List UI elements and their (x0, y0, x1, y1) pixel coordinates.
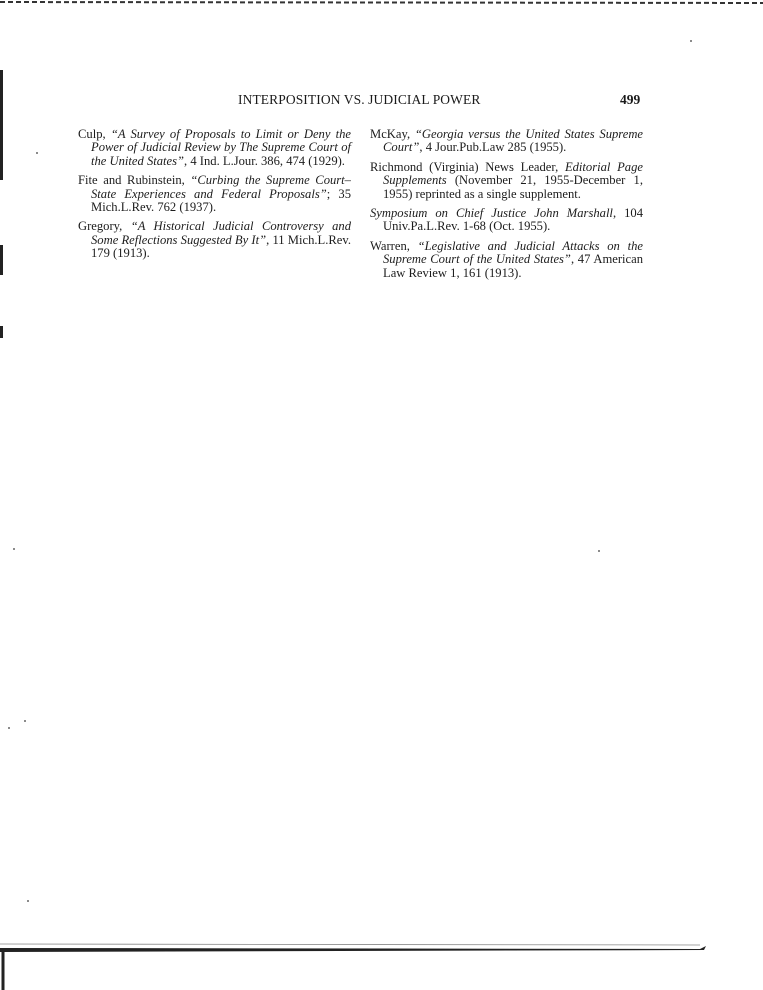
running-head: INTERPOSITION VS. JUDICIAL POWER (238, 92, 481, 107)
reference-citation: , 4 Ind. L.Jour. 386, 474 (1929). (184, 153, 345, 168)
scan-speck (27, 900, 29, 902)
scan-speck (24, 720, 26, 722)
reference-author: McKay, (370, 127, 415, 141)
reference-title: “Georgia versus the United States Supreme Court” (383, 127, 644, 155)
reference-title: Symposium on Chief Justice John Marshall (370, 206, 613, 221)
scan-bottom-edge (0, 940, 763, 990)
scan-left-bar (0, 326, 3, 338)
reference-title: “A Historical Judicial Controversy and Some Reflections Suggested By It” (91, 219, 352, 247)
reference-entry (78, 174, 351, 214)
reference-citation: , 104 Univ.Pa.L.Rev. 1-68 (Oct. 1955). (383, 206, 643, 234)
reference-entry (78, 220, 351, 260)
references-right-column (370, 128, 643, 286)
scan-left-bar (0, 70, 3, 180)
page-number: 499 (620, 92, 641, 107)
reference-author: Richmond (Virginia) News Leader, (370, 159, 565, 174)
reference-title: “A Survey of Proposals to Limit or Deny the Power of Judicial Review by The Supreme Court of the United States” (91, 127, 351, 168)
reference-author: Gregory, (78, 219, 131, 234)
scan-top-edge (0, 0, 763, 7)
scan-speck (36, 152, 38, 154)
reference-title: “Legislative and Judicial Attacks on the Supreme Court of the United States” (383, 238, 643, 267)
reference-citation: ; 35 Mich.L.Rev. 762 (1937). (91, 186, 352, 215)
reference-entry (370, 128, 643, 155)
scan-speck (8, 727, 10, 729)
reference-entry (370, 240, 643, 280)
reference-entry (370, 161, 643, 201)
reference-author: Warren, (370, 238, 418, 253)
scan-speck (598, 550, 600, 552)
reference-author: Fite and Rubinstein, (78, 173, 191, 188)
reference-title: Editorial Page Supplements (383, 159, 643, 188)
reference-citation: , 11 Mich.L.Rev. 179 (1913). (91, 232, 351, 261)
reference-citation: (November 21, 1955-December 1, 1955) reprinted as a single supplement. (383, 173, 643, 201)
reference-entry (370, 207, 643, 234)
reference-title: “Curbing the Supreme Court–State Experiences and Federal Proposals” (91, 173, 351, 201)
reference-citation: , 47 American Law Review 1, 161 (1913). (383, 252, 643, 280)
scan-speck (13, 548, 15, 550)
reference-entry (78, 128, 351, 168)
references-left-column (78, 128, 351, 267)
scan-speck (690, 40, 692, 42)
reference-citation: , 4 Jour.Pub.Law 285 (1955). (419, 140, 567, 155)
reference-author: Culp, (78, 127, 111, 141)
scan-left-bar (0, 245, 3, 275)
